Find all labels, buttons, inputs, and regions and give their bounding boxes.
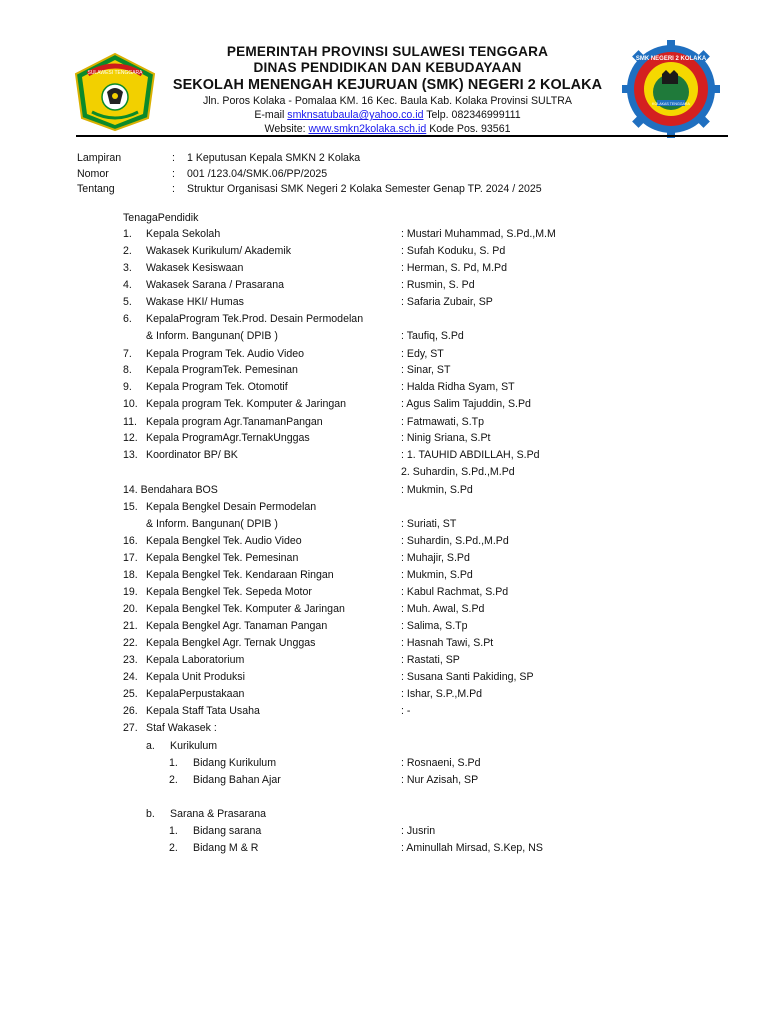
government-name: PEMERINTAH PROVINSI SULAWESI TENGGARA <box>226 44 549 59</box>
list-item <box>0 774 768 789</box>
list-item-number: 27. <box>123 722 138 734</box>
list-item-number: 16. <box>123 535 138 547</box>
list-item <box>0 296 768 311</box>
letterhead <box>0 0 768 140</box>
list-item <box>0 842 768 857</box>
postal-code: Kode Pos. 93561 <box>426 123 511 135</box>
list-item-person: : Nur Azisah, SP <box>401 774 479 786</box>
meta-key: Nomor <box>77 167 109 180</box>
list-item-person: : Agus Salim Tajuddin, S.Pd <box>401 398 531 410</box>
list-item-number: 5. <box>123 296 132 308</box>
list-item-position: Kepala ProgramTek. Pemesinan <box>146 364 298 376</box>
list-item-person: : Taufiq, S.Pd <box>401 330 464 342</box>
website-line <box>160 122 615 136</box>
list-item <box>0 740 768 755</box>
list-item-person: : Herman, S. Pd, M.Pd <box>401 262 507 274</box>
meta-colon: : <box>172 152 175 164</box>
list-item-position: Kepala Program Tek. Audio Video <box>146 348 305 360</box>
website-prefix: Website: <box>264 123 309 135</box>
list-item <box>0 569 768 584</box>
list-item <box>0 808 768 823</box>
list-item-person: : Hasnah Tawi, S.Pt <box>401 637 494 649</box>
list-item-person: : Rosnaeni, S.Pd <box>401 757 481 769</box>
list-item-number: b. <box>146 808 155 820</box>
list-item <box>0 603 768 618</box>
list-item-number: 13. <box>123 449 138 461</box>
list-item-number: 20. <box>123 603 138 615</box>
list-item-person: : Salima, S.Tp <box>401 620 468 632</box>
list-item-number: 25. <box>123 688 138 700</box>
meta-value: 1 Keputusan Kepala SMKN 2 Kolaka <box>187 152 361 164</box>
list-item-number: 17. <box>123 552 138 564</box>
email-link[interactable]: smknsatubaula@yahoo.co.id <box>287 109 424 121</box>
list-item <box>0 705 768 720</box>
department-name: DINAS PENDIDIKAN DAN KEBUDAYAAN <box>253 60 522 75</box>
list-item-position: Kepala Bengkel Tek. Sepeda Motor <box>146 586 312 598</box>
list-item-person: : Halda Ridha Syam, ST <box>401 381 515 393</box>
list-item-number: 26. <box>123 705 138 717</box>
list-item <box>0 449 768 464</box>
meta-colon: : <box>172 183 175 195</box>
list-item <box>0 313 768 328</box>
email-prefix: E-mail <box>254 109 288 121</box>
list-item <box>0 262 768 277</box>
list-item <box>0 416 768 431</box>
meta-key: Tentang <box>77 183 115 195</box>
list-item-position: Wakasek Kurikulum/ Akademik <box>146 245 292 257</box>
header-divider <box>76 135 728 137</box>
list-item-number: 1. <box>169 825 178 837</box>
logo-right-text: SMK NEGERI 2 KOLAKA <box>635 56 707 62</box>
school-address: Jln. Poros Kolaka - Pomalaa KM. 16 Kec. Baula Kab. Kolaka Provinsi SULTRA <box>203 95 572 107</box>
list-item-position: KepalaProgram Tek.Prod. Desain Permodelan <box>146 313 364 325</box>
list-item <box>0 245 768 260</box>
list-item <box>0 466 768 481</box>
list-item-number: 10. <box>123 398 138 410</box>
list-item <box>0 637 768 652</box>
meta-value: Struktur Organisasi SMK Negeri 2 Kolaka Semester Genap TP. 2024 / 2025 <box>187 183 542 195</box>
list-item <box>0 228 768 243</box>
list-item-position: Kepala Bengkel Agr. Ternak Unggas <box>146 637 316 649</box>
list-item-position: Bidang Kurikulum <box>193 757 277 769</box>
list-item <box>0 518 768 533</box>
list-item-position: Staf Wakasek : <box>146 722 217 734</box>
list-item <box>0 398 768 413</box>
list-item-person: : Rastati, SP <box>401 654 460 666</box>
list-item <box>0 620 768 635</box>
list-item-position: Bidang M & R <box>193 842 259 854</box>
list-item-person: : Ishar, S.P.,M.Pd <box>401 688 483 700</box>
list-item-person: : Susana Santi Pakiding, SP <box>401 671 534 683</box>
list-item-position: & Inform. Bangunan( DPIB ) <box>146 330 278 342</box>
list-item-position: Kepala program Agr.TanamanPangan <box>146 416 323 428</box>
list-item-position: Kepala Bengkel Tek. Kendaraan Ringan <box>146 569 334 581</box>
list-item-person: : Fatmawati, S.Tp <box>401 416 485 428</box>
list-item-person: : Mukmin, S.Pd <box>401 569 473 581</box>
meta-colon: : <box>172 167 175 180</box>
list-item-position: & Inform. Bangunan( DPIB ) <box>146 518 278 530</box>
list-item <box>0 364 768 379</box>
list-item-number: 6. <box>123 313 132 325</box>
list-item-position: Sarana & Prasarana <box>170 808 266 820</box>
list-item-position: Kepala Program Tek. Otomotif <box>146 381 288 393</box>
list-item-person: : Aminullah Mirsad, S.Kep, NS <box>401 842 543 854</box>
list-item-person: : Safaria Zubair, SP <box>401 296 493 308</box>
list-item <box>0 535 768 550</box>
list-item-position: Wakase HKI/ Humas <box>146 296 244 308</box>
list-item-person: : Ninig Sriana, S.Pt <box>401 432 491 444</box>
list-item <box>0 671 768 686</box>
list-item-number: 3. <box>123 262 132 274</box>
list-item <box>0 381 768 396</box>
list-item-number: 14. Bendahara BOS <box>123 484 218 496</box>
meta-key: Lampiran <box>77 152 122 164</box>
list-item <box>0 722 768 737</box>
list-item-person: : Sinar, ST <box>401 364 451 376</box>
logo-left-text: SULAWESI TENGGARA <box>87 70 143 76</box>
list-item <box>0 501 768 516</box>
list-item-person: : Sufah Koduku, S. Pd <box>401 245 506 257</box>
list-item-person: : Suriati, ST <box>401 518 457 530</box>
list-item-number: 22. <box>123 637 138 649</box>
list-item <box>0 688 768 703</box>
list-item <box>0 654 768 669</box>
list-item-person: : Suhardin, S.Pd.,M.Pd <box>401 535 509 547</box>
list-item-number: 18. <box>123 569 138 581</box>
school-name: SEKOLAH MENENGAH KEJURUAN (SMK) NEGERI 2 KOLAKA <box>172 77 603 93</box>
list-item <box>0 484 768 499</box>
list-item-position: Kepala Unit Produksi <box>146 671 245 683</box>
phone-text: Telp. 082346999111 <box>423 109 521 121</box>
list-item-position: KepalaPerpustakaan <box>146 688 245 700</box>
list-item-number: 24. <box>123 671 138 683</box>
section-title: TenagaPendidik <box>123 212 199 224</box>
province-emblem-icon <box>74 52 156 132</box>
list-item-position: Kepala Bengkel Tek. Komputer & Jaringan <box>146 603 345 615</box>
list-item-number: 15. <box>123 501 138 513</box>
list-item-person: 2. Suhardin, S.Pd.,M.Pd <box>401 466 515 478</box>
list-item-number: 12. <box>123 432 138 444</box>
school-logo-icon <box>622 40 720 138</box>
list-item-person: : 1. TAUHID ABDILLAH, S.Pd <box>401 449 540 461</box>
list-item <box>0 330 768 345</box>
list-item-number: 11. <box>123 416 137 428</box>
list-item-position: Kepala Sekolah <box>146 228 221 240</box>
list-item-number: 2. <box>169 842 178 854</box>
list-item-position: Kurikulum <box>170 740 218 752</box>
list-item-number: 4. <box>123 279 132 291</box>
list-item-number: a. <box>146 740 155 752</box>
list-item-position: Koordinator BP/ BK <box>146 449 238 461</box>
list-item <box>0 279 768 294</box>
list-item-person: : Mukmin, S.Pd <box>401 484 473 496</box>
meta-value: 001 /123.04/SMK.06/PP/2025 <box>187 167 328 180</box>
list-item-number: 19. <box>123 586 138 598</box>
list-item-number: 1. <box>123 228 132 240</box>
list-item-position: Wakasek Sarana / Prasarana <box>146 279 284 291</box>
list-item-number: 2. <box>123 245 132 257</box>
contact-line <box>160 108 615 122</box>
list-item-person: : Muhajir, S.Pd <box>401 552 470 564</box>
list-item <box>0 586 768 601</box>
list-item <box>0 348 768 363</box>
list-item-position: Kepala Bengkel Tek. Audio Video <box>146 535 302 547</box>
list-item-position: Kepala Laboratorium <box>146 654 245 666</box>
list-item-position: Kepala Bengkel Agr. Tanaman Pangan <box>146 620 328 632</box>
list-item-number: 2. <box>169 774 178 786</box>
list-item-person: : Mustari Muhammad, S.Pd.,M.M <box>401 228 556 240</box>
list-item-person: : Rusmin, S. Pd <box>401 279 475 291</box>
list-item-person: : - <box>401 705 411 717</box>
list-item-person: : Jusrin <box>401 825 436 837</box>
website-link[interactable]: www.smkn2kolaka.sch.id <box>308 123 427 135</box>
list-item-number: 7. <box>123 348 132 360</box>
list-item <box>0 432 768 447</box>
list-item-position: Kepala ProgramAgr.TernakUnggas <box>146 432 310 444</box>
list-item-number: 23. <box>123 654 138 666</box>
list-item <box>0 825 768 840</box>
logo-right-subtext: KOLAKAS TENGGARA <box>652 102 690 106</box>
list-item-number: 9. <box>123 381 132 393</box>
letterhead-text <box>160 44 615 136</box>
list-item-number: 1. <box>169 757 178 769</box>
list-item-number: 8. <box>123 364 132 376</box>
list-item-position: Kepala Bengkel Desain Permodelan <box>146 501 317 513</box>
list-item-position: Bidang Bahan Ajar <box>193 774 281 786</box>
list-item-person: : Muh. Awal, S.Pd <box>401 603 485 615</box>
list-item-number: 21. <box>123 620 138 632</box>
list-item <box>0 552 768 567</box>
list-item-person: : Kabul Rachmat, S.Pd <box>401 586 509 598</box>
list-item <box>0 757 768 772</box>
list-item-position: Kepala Staff Tata Usaha <box>146 705 260 717</box>
list-item-person: : Edy, ST <box>401 348 444 360</box>
list-item-position: Kepala Bengkel Tek. Pemesinan <box>146 552 299 564</box>
list-item-position: Bidang sarana <box>193 825 262 837</box>
list-item-position: Wakasek Kesiswaan <box>146 262 244 274</box>
list-item-position: Kepala program Tek. Komputer & Jaringan <box>146 398 347 410</box>
